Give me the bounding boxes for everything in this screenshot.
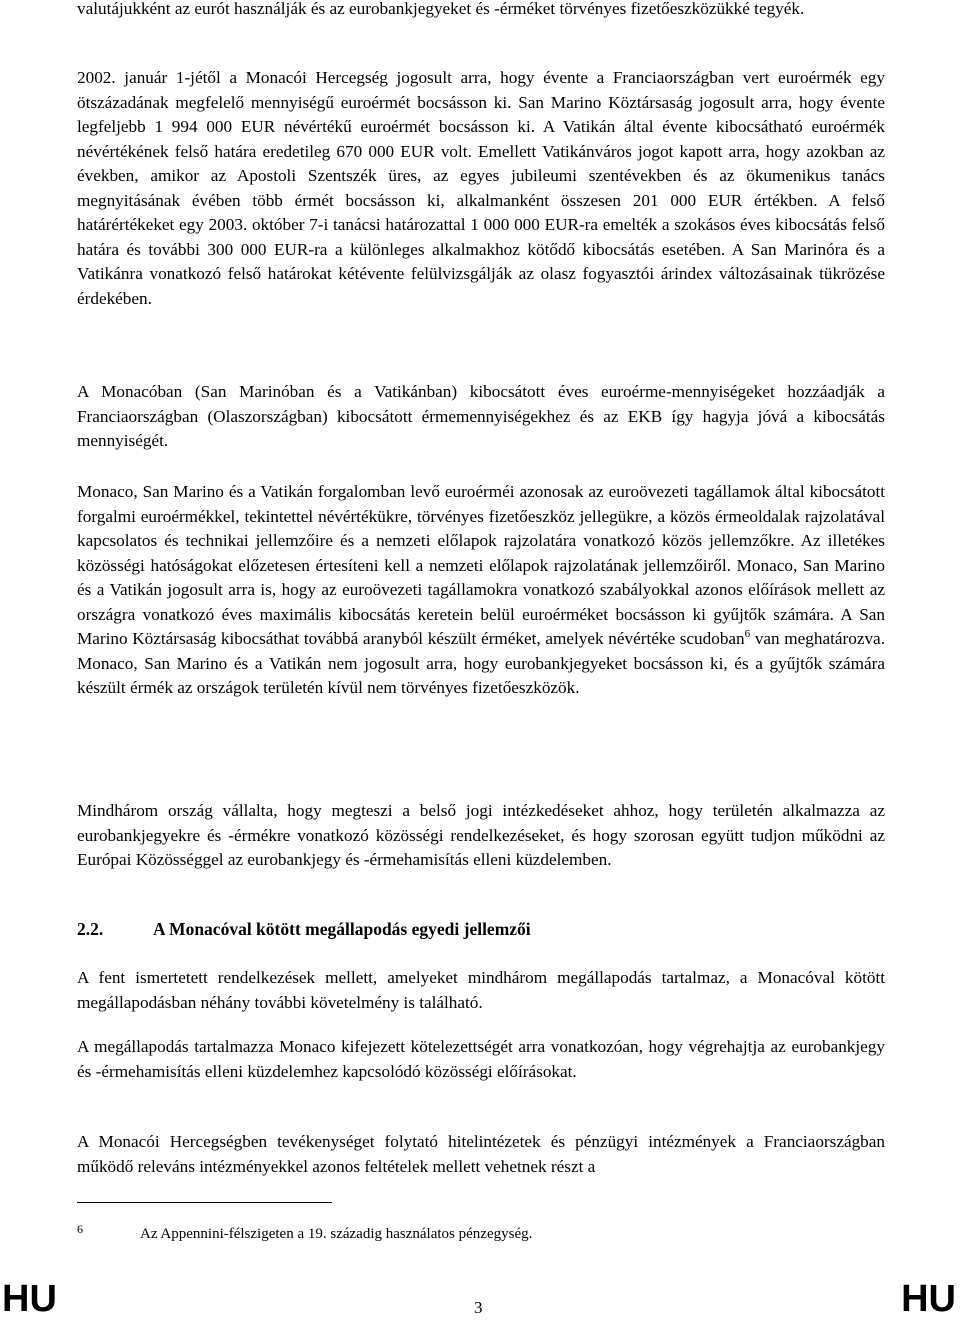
paragraph-credit-institutions: A Monacói Hercegségben tevékenységet folytató hitelintézetek és pénzügyi intézmények a Franciaországban működő releváns intézményekkel azonos feltételek mellett vehetnek részt a — [77, 1132, 885, 1176]
footer-language-code-left: HU — [2, 1278, 57, 1320]
paragraph-approval: A Monacóban (San Marinóban és a Vatikánban) kibocsátott éves euroérme-mennyiségeket hozzáadják a Franciaországban (Olaszországban) kibocsátott érmemennyiségekhez és az EKB így hagyja jóvá a kibocsátás mennyiségét. — [77, 382, 885, 450]
footnote-separator — [77, 1202, 332, 1203]
paragraph-counterfeiting-commitment: Mindhárom ország vállalta, hogy megteszi a belső jogi intézkedéseket ahhoz, hogy területén alkalmazza az eurobankjegyekre és -érmékre vonatkozó közösségi rendelkezéseket, és hogy szorosan együtt tudjon működni az Európai Közösséggel az eurobankjegy és -érmehamisítás elleni küzdelemben. — [77, 801, 885, 869]
section-heading-number: 2.2. — [77, 919, 104, 939]
section-heading-title: A Monacóval kötött megállapodás egyedi jellemzői — [153, 919, 531, 939]
paragraph-coin-characteristics — [77, 480, 885, 701]
section-heading — [77, 917, 531, 941]
footnote-mark: 6 — [77, 1222, 83, 1236]
paragraph-coin-characteristics-part2: van meghatározva. Monaco, San Marino és a Vatikán nem jogosult arra, hogy eurobankjegyeket bocsásson ki, és a gyűjtők számára készült érmék az országok területén kívül nem törvényes fizetőeszközök. — [77, 629, 885, 697]
paragraph-coin-characteristics-part1: Monaco, San Marino és a Vatikán forgalomban levő euroérméi azonosak az euroövezeti tagállamok által kibocsátott forgalmi euroérmékkel, tekintettel névértékükre, törvényes fizetőeszköz jellegükre, a közös érmeoldalak rajzolatával kapcsolatos és technikai jellemzőire és a nemzeti előlapok rajzolatára vonatkozó közös jellemzőkre. Az illetékes közösségi hatóságokat előzetesen értesíteni kell a nemzeti előlapok rajzolatának jellemzőiről. Monaco, San Marino és a Vatikán jogosult arra is, hogy az euroövezeti tagállamokra vonatkozó szabályokkal azonos előírások mellett az országra vonatkozó éves maximális kibocsátás keretein belül euroérméket bocsásson ki gyűjtők számára. A San Marino Köztársaság kibocsáthat továbbá aranyból készült érméket, amelyek névértéke scudoban — [77, 482, 885, 648]
page-number: 3 — [474, 1298, 483, 1317]
paragraph-issuance-limits: 2002. január 1-jétől a Monacói Hercegség jogosult arra, hogy évente a Franciaországban vert euroérmék egy ötszázadának megfelelő mennyiségű euroérmét bocsásson ki. San Marino Köztársaság jogosult arra, hogy évente legfeljebb 1 994 000 EUR névértékű euroérmét bocsásson ki. A Vatikán által évente kibocsátható euroérmék névértékének felső határa eredetileg 670 000 EUR volt. Emellett Vatikánváros jogot kapott arra, hogy azokban az években, amikor az Apostoli Szentszék üres, az egyes jubileumi szentévekben és az ökumenikus tanács megnyitásának évében több érmét bocsásson ki, alkalmanként összesen 201 000 EUR értékben. A felső határértékeket egy 2003. október 7-i tanácsi határozattal 1 000 000 EUR-ra emelték a szokásos éves kibocsátás felső határa és további 300 000 EUR-ra a különleges alkalmakhoz kötődő kibocsátás esetében. A San Marinóra és a Vatikánra vonatkozó felső határokat kétévente felülvizsgálják az olasz fogyasztói árindex változásainak tükrözése érdekében. — [77, 68, 885, 308]
paragraph-additional-requirements: A fent ismertetett rendelkezések mellett, amelyeket mindhárom megállapodás tartalmaz, a Monacóval kötött megállapodásban néhány további követelmény is található. — [77, 968, 885, 1012]
footer-language-code-right: HU — [901, 1278, 956, 1320]
paragraph-intro-continuation: valutájukként az eurót használják és az eurobankjegyeket és -érméket törvényes fizetőeszközükké tegyék. — [77, 0, 805, 18]
paragraph-monaco-obligation: A megállapodás tartalmazza Monaco kifejezett kötelezettségét arra vonatkozóan, hogy végrehajtja az eurobankjegy és -érmehamisítás elleni küzdelemhez kapcsolódó közösségi előírásokat. — [77, 1037, 885, 1081]
footnote-text: Az Appennini-félszigeten a 19. századig használatos pénzegység. — [140, 1226, 533, 1242]
footnote-reference: 6 — [744, 628, 751, 640]
